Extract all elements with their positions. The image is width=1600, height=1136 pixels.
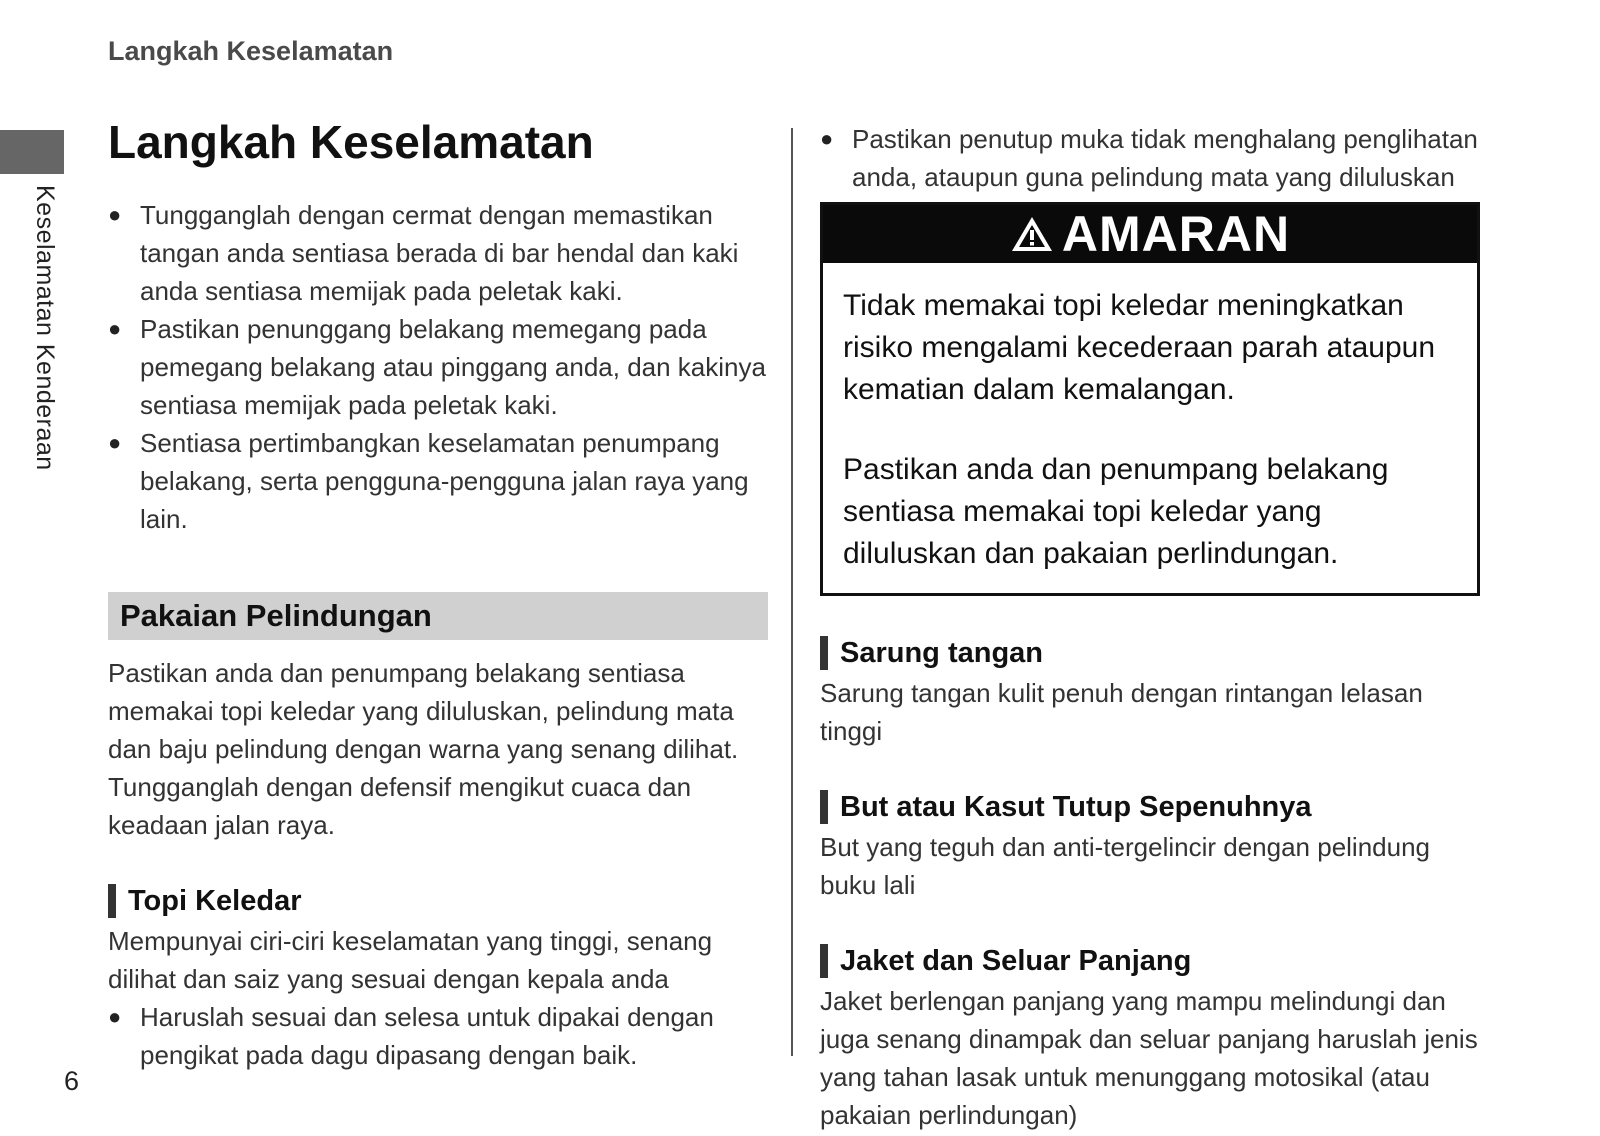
subheading-helmet: Topi Keledar (108, 884, 768, 918)
boots-text: But yang teguh dan anti-tergelincir dengan pelindung buku lali (820, 832, 1431, 900)
left-column (108, 115, 768, 1074)
warning-triangle-icon (1010, 214, 1054, 254)
list-item: ● Haruslah sesuai dan selesa untuk dipakai dengan pengikat pada dagu dipasang dengan baik. (108, 998, 768, 1074)
page-title: Langkah Keselamatan (108, 116, 594, 168)
subheading-gloves: Sarung tangan (820, 636, 1480, 670)
warning-body (823, 263, 1477, 593)
section-heading-protective-clothing: Pakaian Pelindungan (108, 592, 768, 640)
section-side-label: Keselamatan Kenderaan (31, 185, 59, 471)
running-header: Langkah Keselamatan (108, 36, 394, 66)
gloves-text: Sarung tangan kulit penuh dengan rintangan lelasan tinggi (820, 678, 1423, 746)
helmet-bullet-list (108, 998, 768, 1074)
list-item: ● Pastikan penunggang belakang memegang pada pemegang belakang atau pinggang anda, dan kakinya sentiasa memijak pada peletak kaki. (108, 310, 768, 424)
right-column (820, 120, 1480, 1134)
list-item: ● Pastikan penutup muka tidak menghalang penglihatan anda, ataupun guna pelindung mata yang diluluskan (820, 120, 1480, 196)
list-item: ● Sentiasa pertimbangkan keselamatan penumpang belakang, serta pengguna-pengguna jalan raya yang lain. (108, 424, 768, 538)
subheading-boots: But atau Kasut Tutup Sepenuhnya (820, 790, 1480, 824)
jacket-text: Jaket berlengan panjang yang mampu melindungi dan juga senang dinampak dan seluar panjang haruslah jenis yang tahan lasak untuk menunggang motosikal (atau pakaian perlindungan) (820, 986, 1478, 1130)
warning-paragraph: Pastikan anda dan penumpang belakang sentiasa memakai topi keledar yang diluluskan dan pakaian perlindungan. (843, 453, 1389, 570)
subheading-jacket: Jaket dan Seluar Panjang (820, 944, 1480, 978)
safety-bullet-list (108, 196, 768, 538)
warning-box (820, 202, 1480, 596)
list-item: ● Tungganglah dengan cermat dengan memastikan tangan anda sentiasa berada di bar hendal dan kaki anda sentiasa memijak pada peletak kaki. (108, 196, 768, 310)
protective-clothing-text: Pastikan anda dan penumpang belakang sentiasa memakai topi keledar yang diluluskan, pelindung mata dan baju pelindung dengan warna yang senang dilihat. Tungganglah dengan defensif mengikut cuaca dan keadaan jalan raya. (108, 658, 739, 841)
page-number: 6 (64, 1066, 80, 1096)
warning-paragraph: Tidak memakai topi keledar meningkatkan risiko mengalami kecederaan parah ataupun kematian dalam kemalangan. (843, 289, 1436, 406)
visor-bullet-list (820, 120, 1480, 196)
warning-label: AMARAN (1061, 206, 1291, 262)
column-divider (791, 128, 793, 1056)
warning-header (823, 205, 1477, 263)
helmet-text: Mempunyai ciri-ciri keselamatan yang tinggi, senang dilihat dan saiz yang sesuai dengan kepala anda (108, 926, 713, 995)
section-tab-marker (0, 130, 64, 174)
